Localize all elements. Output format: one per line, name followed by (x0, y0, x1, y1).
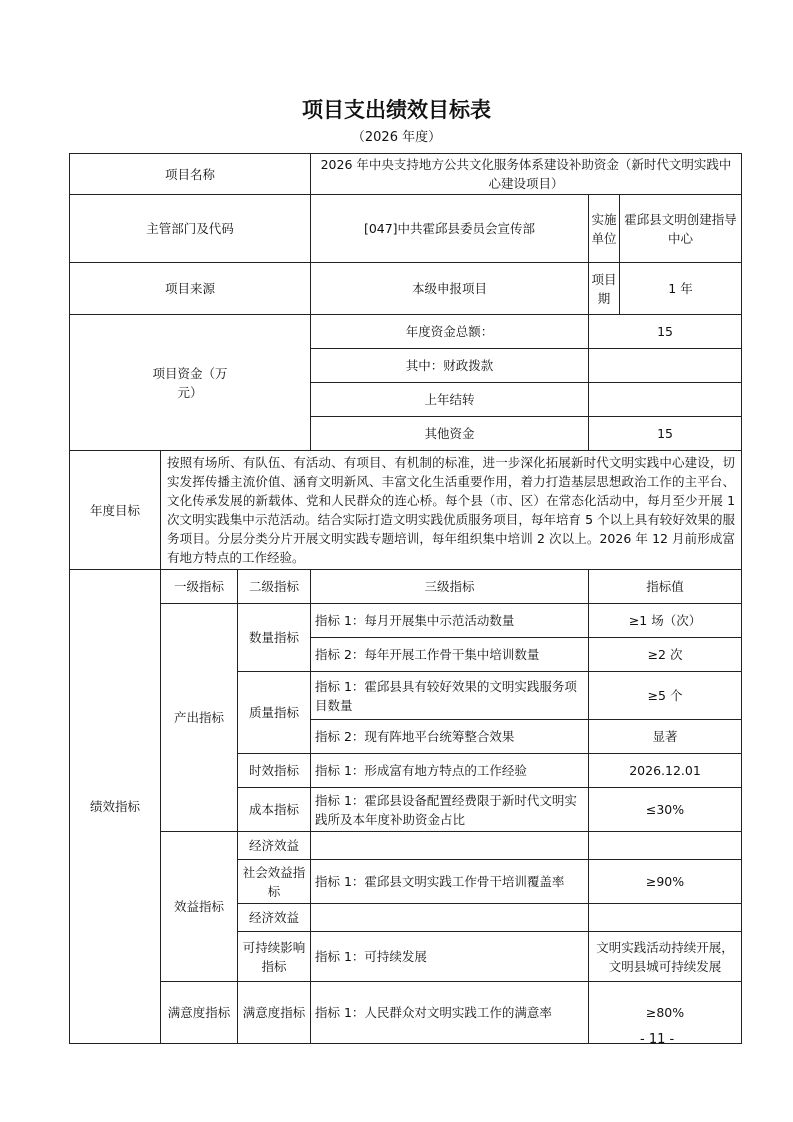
indicator-value: 文明实践活动持续开展，文明县城可持续发展 (589, 932, 742, 982)
header-l3: 三级指标 (311, 570, 589, 604)
funds-carryover-label: 上年结转 (311, 383, 589, 417)
project-name-value: 2026 年中央支持地方公共文化服务体系建设补助资金（新时代文明实践中心建设项目） (311, 154, 742, 195)
annual-target-label: 年度目标 (70, 451, 161, 570)
indicator-value: 显著 (589, 720, 742, 754)
indicator-value (589, 832, 742, 860)
l2-quantity: 数量指标 (238, 604, 311, 672)
source-label: 项目来源 (70, 263, 311, 315)
indicator-value: ≤30% (589, 788, 742, 832)
l2-cost: 成本指标 (238, 788, 311, 832)
header-value: 指标值 (589, 570, 742, 604)
indicator-value: ≥90% (589, 860, 742, 904)
header-l2: 二级指标 (238, 570, 311, 604)
indicator-value: ≥1 场（次） (589, 604, 742, 638)
table-row (70, 832, 742, 860)
l2-economic: 经济效益 (238, 832, 311, 860)
l2-sustainable: 可持续影响指标 (238, 932, 311, 982)
indicator: 指标 2：每年开展工作骨干集中培训数量 (311, 638, 589, 672)
l2-quality: 质量指标 (238, 672, 311, 754)
funds-label: 项目资金（万元） (70, 315, 311, 451)
funds-total-value: 15 (589, 315, 742, 349)
performance-target-table (69, 153, 742, 1044)
indicator: 指标 2：现有阵地平台统筹整合效果 (311, 720, 589, 754)
table-header-row (70, 570, 742, 604)
impl-value: 霍邱县文明创建指导中心 (620, 195, 742, 263)
period-label: 项目期 (589, 263, 620, 315)
indicator (311, 832, 589, 860)
l2-economic-2: 经济效益 (238, 904, 311, 932)
indicator-value: ≥80% (589, 982, 742, 1044)
indicator-value: 2026.12.01 (589, 754, 742, 788)
table-row (70, 154, 742, 195)
table-row (70, 315, 742, 349)
l2-satisfaction: 满意度指标 (238, 982, 311, 1044)
l2-timeliness: 时效指标 (238, 754, 311, 788)
funds-total-label: 年度资金总额： (311, 315, 589, 349)
project-name-label: 项目名称 (70, 154, 311, 195)
indicator-value: ≥2 次 (589, 638, 742, 672)
indicator: 指标 1：每月开展集中示范活动数量 (311, 604, 589, 638)
perf-label: 绩效指标 (70, 570, 161, 1044)
table-row (70, 604, 742, 638)
l2-social: 社会效益指标 (238, 860, 311, 904)
page-number: - 11 - (640, 1032, 675, 1047)
indicator: 指标 1：形成富有地方特点的工作经验 (311, 754, 589, 788)
funds-fiscal-label: 其中：财政拨款 (311, 349, 589, 383)
indicator: 指标 1：霍邱县文明实践工作骨干培训覆盖率 (311, 860, 589, 904)
funds-fiscal-value (589, 349, 742, 383)
l1-satisfaction: 满意度指标 (161, 982, 238, 1044)
indicator-value (589, 904, 742, 932)
indicator-value: ≥5 个 (589, 672, 742, 720)
indicator (311, 904, 589, 932)
l1-benefit: 效益指标 (161, 832, 238, 982)
indicator: 指标 1：人民群众对文明实践工作的满意率 (311, 982, 589, 1044)
indicator: 指标 1：霍邱县设备配置经费限于新时代文明实践所及本年度补助资金占比 (311, 788, 589, 832)
indicator: 指标 1：霍邱县具有较好效果的文明实践服务项目数量 (311, 672, 589, 720)
dept-label: 主管部门及代码 (70, 195, 311, 263)
indicator: 指标 1：可持续发展 (311, 932, 589, 982)
funds-other-value: 15 (589, 417, 742, 451)
annual-target-text: 按照有场所、有队伍、有活动、有项目、有机制的标准，进一步深化拓展新时代文明实践中心建设，切实发挥传播主流价值、涵育文明新风、丰富文化生活重要作用，着力打造基层思想政治工作的主平台、文化传承发展的新载体、党和人民群众的连心桥。每个县（市、区）在常态化活动中，每月至少开展 1 次文明实践集中示范活动。结合实际打造文明实践优质服务项目，每年培育 5 个以上具有较好效果的服务项目。分层分类分片开展文明实践专题培训，每年组织集中培训 2 次以上。2026 年 12 月前形成富有地方特点的工作经验。 (161, 451, 742, 570)
funds-other-label: 其他资金 (311, 417, 589, 451)
impl-label: 实施单位 (589, 195, 620, 263)
table-row (70, 451, 742, 570)
header-l1: 一级指标 (161, 570, 238, 604)
table-row (70, 263, 742, 315)
page-title: 项目支出绩效目标表 (302, 97, 491, 122)
period-value: 1 年 (620, 263, 742, 315)
funds-carryover-value (589, 383, 742, 417)
table-row (70, 195, 742, 263)
l1-output: 产出指标 (161, 604, 238, 832)
page-subtitle: （2026 年度） (351, 130, 442, 145)
dept-value: [047]中共霍邱县委员会宣传部 (311, 195, 589, 263)
source-value: 本级申报项目 (311, 263, 589, 315)
